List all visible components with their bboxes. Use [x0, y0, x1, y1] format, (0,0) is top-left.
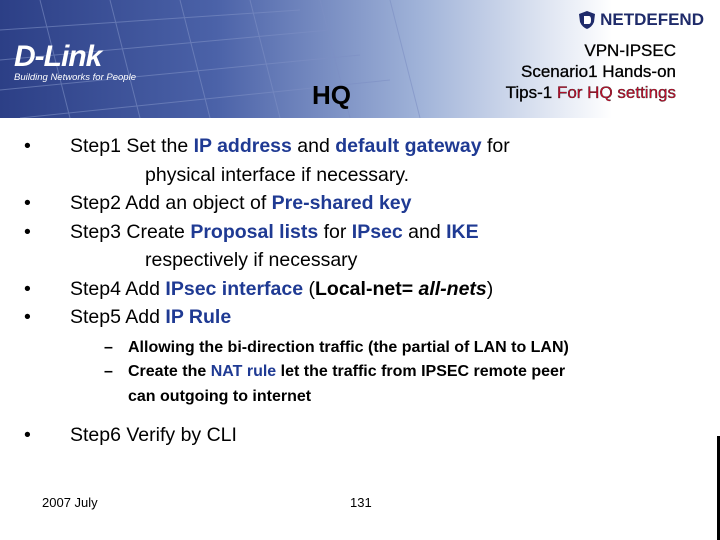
page-number: 131 [350, 495, 372, 510]
sub-item-2: – Create the NAT rule let the traffic from IPSEC remote peer [104, 363, 566, 380]
step6-text: Step6 Verify by CLI [70, 424, 237, 446]
bullet-dot: • [24, 306, 31, 328]
dlink-tagline: Building Networks for People [14, 72, 136, 83]
location-label: HQ [312, 80, 351, 110]
bullet-dot: • [24, 135, 31, 157]
step5-text: Step5 Add IP Rule [70, 306, 232, 328]
step1-continuation: physical interface if necessary. [145, 163, 410, 186]
step3-continuation: respectively if necessary [145, 249, 358, 271]
bullet-dot: • [24, 192, 31, 214]
slide-title [506, 40, 676, 103]
bullet-step3 [24, 218, 684, 247]
bullet-step4 [24, 275, 684, 304]
bullet-step6 [24, 421, 684, 450]
sub-item-2-continuation: can outgoing to internet [128, 387, 312, 405]
footer-date: 2007 July [42, 495, 98, 510]
netdefend-text: NETDEFEND [600, 10, 704, 29]
step3-text: Step3 Create Proposal lists for IPsec and IKE [70, 220, 479, 243]
title-tips-prefix: Tips-1 [505, 83, 553, 102]
bullet-step1 [24, 132, 684, 161]
bullet-dot: • [24, 424, 31, 446]
header-banner [0, 0, 720, 118]
title-hq-settings: For HQ settings [556, 83, 676, 102]
step4-text: Step4 Add IPsec interface (Local-net= all-nets) [70, 277, 494, 300]
title-line-3 [506, 82, 676, 103]
bullet-step2 [24, 189, 684, 218]
dlink-logo: D-Link [14, 40, 102, 73]
step5-subitems [104, 336, 684, 410]
bullet-step5 [24, 303, 684, 332]
sub-item-1: – Allowing the bi-direction traffic (the partial of LAN to LAN) [104, 338, 569, 356]
bullet-dot: • [24, 220, 31, 243]
bullet-dot: • [24, 277, 31, 300]
step2-text: Step2 Add an object of Pre-shared key [70, 192, 412, 214]
step1-text: Step1 Set the IP address and default gateway for [70, 135, 510, 157]
bullet-list [24, 132, 684, 450]
netdefend-logo [578, 10, 704, 30]
title-line-2: Scenario1 Hands-on [521, 62, 676, 81]
title-line-1: VPN-IPSEC [584, 41, 676, 60]
netdefend-shield-icon [578, 10, 596, 30]
